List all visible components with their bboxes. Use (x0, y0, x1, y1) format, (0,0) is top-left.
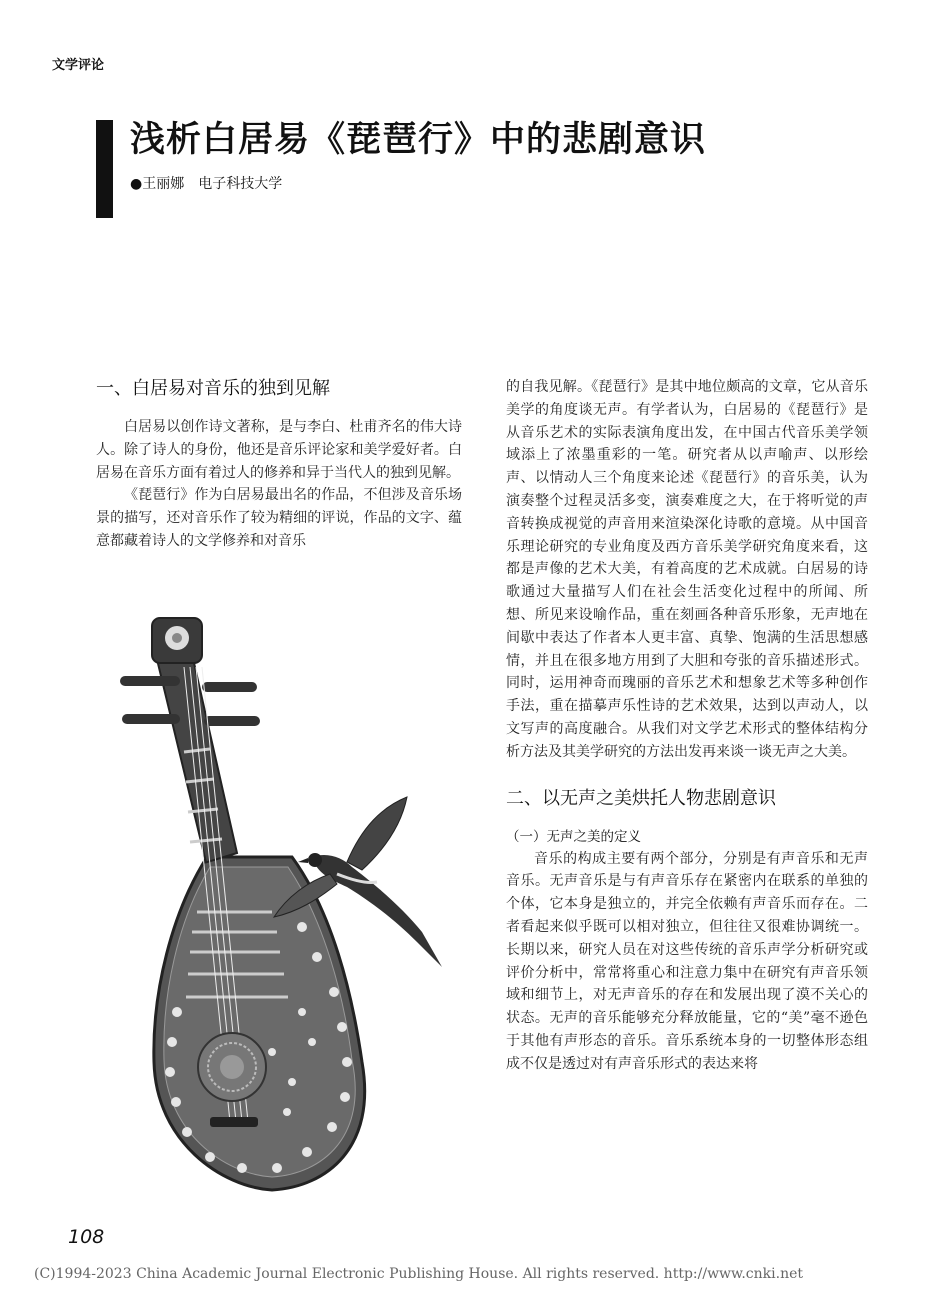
right-column (506, 376, 868, 1076)
section-heading-2: 二、以无声之美烘托人物悲剧意识 (506, 787, 776, 809)
subsection-heading: （一）无声之美的定义 (506, 828, 641, 845)
paragraph: 的自我见解。《琵琶行》是其中地位颇高的文章，它从音乐美学的角度谈无声。有学者认为，白居易的《琵琶行》是从音乐艺术的实际表演角度出发，在中国古代音乐美学领域添上了浓墨重彩的一笔。研究者从以声喻声、以形绘声、以情动人三个角度来论述《琵琶行》的音乐美，认为演奏整个过程灵活多变，演奏难度之大，在于将听觉的声音转换成视觉的声音用来渲染深化诗歌的意境。从中国音乐理论研究的专业角度及西方音乐美学研究角度来看，这都是声像的艺术大美，有着高度的艺术成就。白居易的诗歌通过大量描写人们在社会生活变化过程中的所闻、所想、所见来设喻作品，重在刻画各种音乐形象，无声地在间歇中表达了作者本人更丰富、真挚、饱满的生活思想感情，并且在很多地方用到了大胆和夸张的音乐描述形式。同时，运用神奇而瑰丽的音乐艺术和想象艺术等多种创作手法，重在描摹声乐性诗的艺术效果，达到以声动人，以文写声的高度融合。从我们对文学艺术形式的整体结构分析方法及其美学研究的方法出发再来谈一谈无声之大美。 (506, 379, 868, 760)
pipa-icon (120, 618, 365, 1190)
pipa-illustration (112, 612, 462, 1202)
left-column (96, 376, 462, 553)
affiliation: 电子科技大学 (198, 176, 283, 192)
title-bar (96, 120, 113, 218)
section-tag: 文学评论 (52, 58, 105, 73)
page-number: 108 (68, 1226, 105, 1248)
section-heading-1: 一、白居易对音乐的独到见解 (96, 378, 330, 399)
byline (130, 173, 282, 193)
paragraph: 《琵琶行》作为白居易最出名的作品，不但涉及音乐场景的描写，还对音乐作了较为精细的评说，作品的文字、蕴意都藏着诗人的文学修养和对音乐 (96, 487, 462, 549)
article-title: 浅析白居易《琵琶行》中的悲剧意识 (130, 119, 707, 160)
copyright-footer: (C)1994-2023 China Academic Journal Electronic Publishing House. All rights reserved. http://www.cnki.net (34, 1266, 804, 1282)
paragraph: 音乐的构成主要有两个部分，分别是有声音乐和无声音乐。无声音乐是与有声音乐存在紧密内在联系的单独的个体，它本身是独立的，并完全依赖有声音乐而存在。二者看起来似乎既可以相对独立，但往往又很难协调统一。长期以来，研究人员在对这些传统的音乐声学分析研究或评价分析中，常常将重心和注意力集中在研究有声音乐领域和细节上，对无声音乐的存在和发展出现了漠不关心的状态。无声的音乐能够充分释放能量，它的“美”毫不逊色于其他有声形态的音乐。音乐系统本身的一切整体形态组成不仅是透过对有声音乐形式的表达来将 (506, 850, 868, 1072)
paragraph: 白居易以创作诗文著称，是与李白、杜甫齐名的伟大诗人。除了诗人的身份，他还是音乐评论家和美学爱好者。白居易在音乐方面有着过人的修养和异于当代人的独到见解。 (96, 419, 462, 481)
author: ●王丽娜 (130, 176, 185, 192)
